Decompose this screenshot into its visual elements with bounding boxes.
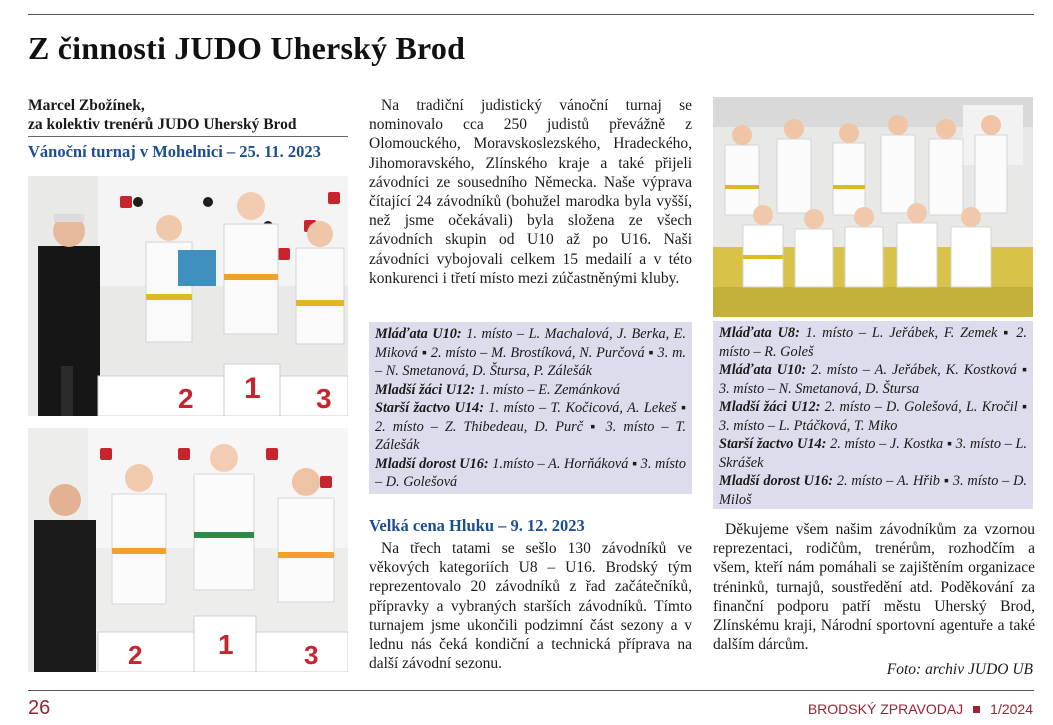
section2-body bbox=[369, 539, 692, 673]
podium-1: 1 bbox=[218, 629, 234, 660]
result-category: Mladší žáci U12: bbox=[719, 399, 821, 415]
closing-body bbox=[713, 520, 1035, 654]
publication-name: BRODSKÝ ZPRAVODAJ bbox=[807, 701, 964, 717]
result-category: Mladší dorost U16: bbox=[719, 473, 834, 489]
podium-3: 3 bbox=[316, 383, 332, 414]
bottom-rule bbox=[28, 690, 1034, 691]
result-text: 2. místo – J. Kostka ▪ 3. místo – L. Skrášek bbox=[719, 436, 1027, 471]
result-row bbox=[375, 399, 686, 455]
result-row bbox=[375, 455, 686, 492]
result-row bbox=[375, 381, 686, 400]
result-row bbox=[719, 435, 1027, 472]
result-text: 2. místo – A. Hřib ▪ 3. místo – D. Miloš bbox=[719, 473, 1027, 508]
photo2-drawing bbox=[28, 428, 348, 672]
photo-podium-mohelnice bbox=[28, 176, 348, 416]
result-category: Mláďata U8: bbox=[719, 325, 800, 341]
result-row bbox=[719, 472, 1027, 509]
photo3-drawing bbox=[713, 97, 1033, 317]
section1-paragraph: Na tradiční judistický vánoční turnaj se nominovalo cca 250 judistů převážně z Olomouckého, Moravskoslezského, Hradeckého, Jihomoravského, Zlínského kraje a také přijeli závodníci ze sousedního Německa. Naše výprava čítající 24 závodníků (bohužel marodka byla vyšší, než jsme očekávali) byla složena ze všech závodních skupin od U10 až po U16. Naši závodníci vybojovali celkem 15 medailí a v této konkurenci i třetí místo mezi zúčastněnými kluby. bbox=[369, 97, 692, 287]
podium-3: 3 bbox=[304, 640, 319, 670]
result-text: 1. místo – L. Machalová, J. Berka, E. Miková ▪ 2. místo – M. Brostíková, N. Purčová ▪ 3. m. – N. Smetanová, D. Štursa, P. Zálešák bbox=[375, 326, 686, 379]
result-text: 1. místo – T. Kočicová, A. Lekeš ▪ 2. místo – Z. Thibedeau, D. Purč ▪ 3. místo – T. Zálešák bbox=[375, 400, 686, 453]
section2-results-box bbox=[713, 321, 1033, 509]
result-text: 1. místo – L. Jeřábek, F. Zemek ▪ 2. místo – R. Goleš bbox=[719, 325, 1027, 360]
section1-heading: Vánoční turnaj v Mohelnici – 25. 11. 2023 bbox=[28, 142, 321, 161]
top-rule bbox=[28, 14, 1034, 15]
author-team: za kolektiv trenérů JUDO Uherský Brod bbox=[28, 116, 297, 133]
result-text: 1.místo – A. Horňáková ▪ 3. místo – D. Golešová bbox=[375, 455, 686, 490]
result-row bbox=[719, 324, 1027, 361]
podium-1: 1 bbox=[244, 372, 261, 405]
publication-footer bbox=[808, 701, 1033, 717]
closing-paragraph: Děkujeme všem našim závodníkům za vzornou reprezentaci, rodičům, trenérům, rozhodčím a všem, kteří nám pomáhali se zajištěním organizace tréninků, turnajů, soustředění atd. Poděkování za finanční podporu patří městu Uherský Brod, Zlínskému kraji, Národní sportovní agentuře a také dalším dárcům. bbox=[713, 521, 1035, 654]
section2-paragraph: Na třech tatami se sešlo 130 závodníků ve věkových kategoriích U8 – U16. Brodský tým reprezentovalo 20 závodníků z řad začátečníků, přípravky a vybraných starších závodníků. Tímto turnajem jsme ukončili podzimní část sezony a v lednu nás čeká kondiční a technická příprava na další závodní sezonu. bbox=[369, 540, 692, 673]
square-icon bbox=[973, 706, 980, 713]
photo-team-group bbox=[713, 97, 1033, 317]
result-category: Mláďata U10: bbox=[375, 326, 462, 342]
result-category: Mladší dorost U16: bbox=[375, 455, 489, 472]
result-row bbox=[719, 398, 1027, 435]
photo1-drawing bbox=[28, 176, 348, 416]
photo-podium-hluk bbox=[28, 428, 348, 672]
result-row bbox=[375, 325, 686, 381]
result-row bbox=[719, 361, 1027, 398]
issue-number: 1/2024 bbox=[990, 701, 1033, 717]
author-block bbox=[28, 96, 348, 134]
article-title: Z činnosti JUDO Uherský Brod bbox=[28, 30, 466, 66]
photo-credit: Foto: archiv JUDO UB bbox=[886, 661, 1033, 678]
result-category: Starší žactvo U14: bbox=[375, 400, 484, 416]
podium-2: 2 bbox=[178, 383, 194, 414]
result-category: Mláďata U10: bbox=[719, 362, 807, 378]
section2-heading: Velká cena Hluku – 9. 12. 2023 bbox=[369, 516, 585, 535]
result-text: 2. místo – D. Golešová, L. Kročil ▪ 3. místo – L. Ptáčková, T. Miko bbox=[719, 399, 1027, 434]
result-category: Mladší žáci U12: bbox=[375, 381, 476, 398]
author-name: Marcel Zbožínek, bbox=[28, 97, 145, 114]
result-text: 1. místo – E. Zemánková bbox=[475, 381, 621, 398]
author-rule bbox=[28, 136, 348, 137]
section1-body bbox=[369, 96, 692, 288]
result-text: 2. místo – A. Jeřábek, K. Kostková ▪ 3. místo – N. Smetanová, D. Štursa bbox=[719, 362, 1027, 397]
podium-2: 2 bbox=[128, 640, 143, 670]
result-category: Starší žactvo U14: bbox=[719, 436, 827, 452]
page-number: 26 bbox=[28, 697, 51, 719]
section1-results-box bbox=[369, 322, 692, 494]
